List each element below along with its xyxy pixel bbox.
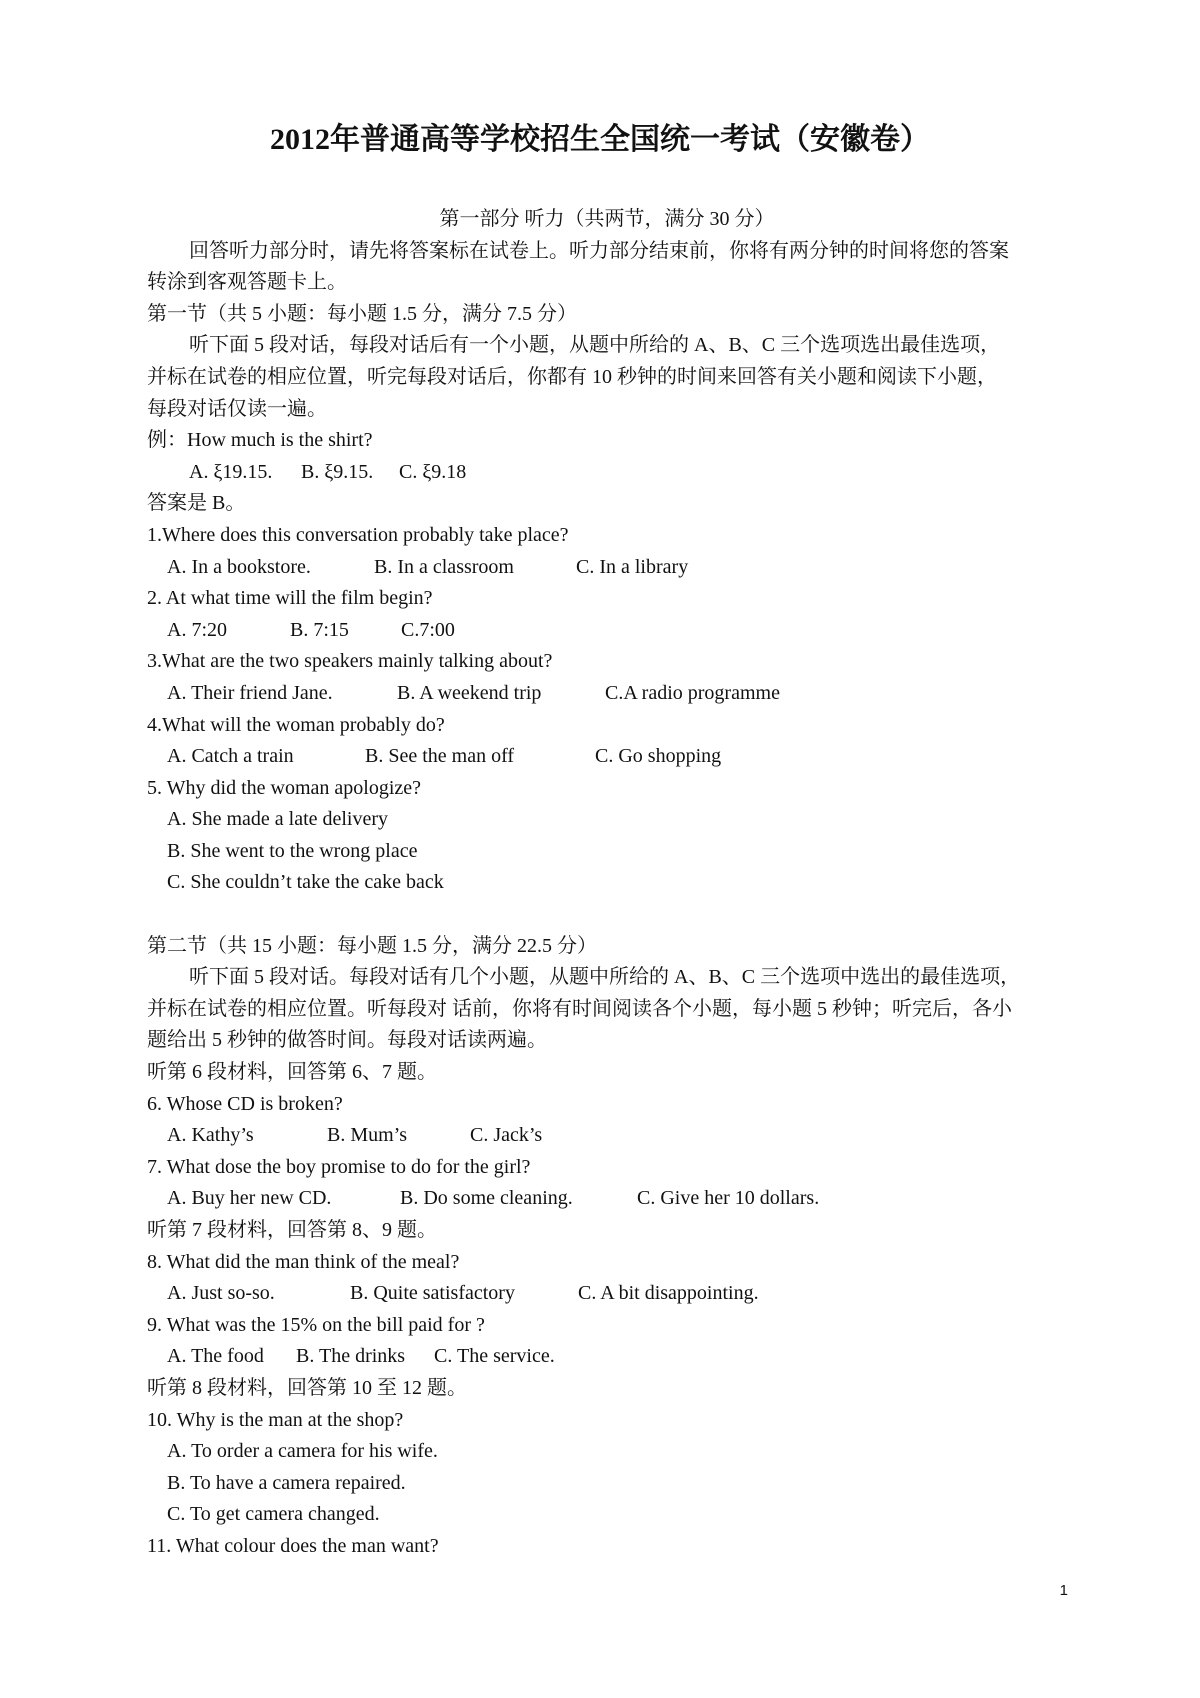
- q9-option-b: B. The drinks: [296, 1345, 406, 1368]
- q8-option-c: C. A bit disappointing.: [578, 1282, 759, 1305]
- question-8: 8. What did the man think of the meal?: [147, 1250, 460, 1273]
- question-10: 10. Why is the man at the shop?: [147, 1408, 404, 1431]
- question-8-options: [147, 1278, 1067, 1310]
- material-8-note: 听第 8 段材料，回答第 10 至 12 题。: [147, 1376, 467, 1399]
- q6-option-c: C. Jack’s: [470, 1124, 543, 1147]
- q10-option-b: B. To have a camera repaired.: [167, 1471, 406, 1494]
- material-6-note: 听第 6 段材料，回答第 6、7 题。: [147, 1061, 437, 1084]
- document-body: [147, 204, 1067, 1563]
- part1-heading: 第一部分 听力（共两节，满分 30 分）: [439, 208, 775, 230]
- q5-option-b: B. She went to the wrong place: [167, 839, 418, 862]
- q7-option-a: A. Buy her new CD.: [167, 1187, 332, 1210]
- q3-option-c: C.A radio programme: [605, 681, 780, 704]
- question-5: 5. Why did the woman apologize?: [147, 776, 422, 799]
- question-3: 3.What are the two speakers mainly talking about?: [147, 650, 553, 673]
- section2-heading: 第二节（共 15 小题：每小题 1.5 分，满分 22.5 分）: [147, 934, 597, 957]
- part1-intro-line1: 回答听力部分时，请先将答案标在试卷上。听力部分结束前，你将有两分钟的时间将您的答案: [189, 239, 1009, 262]
- section2-instr-line2: 并标在试卷的相应位置。听每段对 话前，你将有时间阅读各个小题，每小题 5 秒钟；听完后，各小: [147, 997, 1012, 1020]
- question-4-options: [147, 741, 1067, 773]
- q3-option-b: B. A weekend trip: [397, 681, 542, 704]
- question-6-options: [147, 1120, 1067, 1152]
- question-3-options: [147, 678, 1067, 710]
- page-number: 1: [1059, 1582, 1068, 1599]
- q1-option-a: A. In a bookstore.: [167, 555, 311, 578]
- example-answer: 答案是 B。: [147, 492, 246, 515]
- question-1: 1.Where does this conversation probably take place?: [147, 523, 569, 546]
- example-question: 例：How much is the shirt?: [147, 429, 373, 452]
- q6-option-b: B. Mum’s: [327, 1124, 408, 1147]
- q2-option-b: B. 7:15: [290, 618, 349, 641]
- section1-heading: 第一节（共 5 小题：每小题 1.5 分，满分 7.5 分）: [147, 302, 577, 325]
- q1-option-c: C. In a library: [576, 555, 689, 578]
- example-options: [147, 457, 1067, 489]
- question-11: 11. What colour does the man want?: [147, 1534, 439, 1557]
- q5-option-c: C. She couldn’t take the cake back: [167, 871, 444, 894]
- section2-instr-line1: 听下面 5 段对话。每段对话有几个小题，从题中所给的 A、B、C 三个选项中选出的最佳选项，: [189, 966, 1021, 989]
- q4-option-b: B. See the man off: [365, 745, 515, 768]
- q5-option-a: A. She made a late delivery: [167, 808, 389, 831]
- section1-instr-line1: 听下面 5 段对话，每段对话后有一个小题，从题中所给的 A、B、C 三个选项选出最佳选项，: [189, 334, 1001, 357]
- material-7-note: 听第 7 段材料，回答第 8、9 题。: [147, 1219, 437, 1241]
- q8-option-a: A. Just so-so.: [167, 1282, 275, 1305]
- question-7: 7. What dose the boy promise to do for the girl?: [147, 1155, 531, 1178]
- q4-option-a: A. Catch a train: [167, 745, 294, 768]
- q1-option-b: B. In a classroom: [374, 555, 514, 578]
- question-7-options: [147, 1183, 1067, 1215]
- q9-option-c: C. The service.: [434, 1345, 555, 1368]
- question-6: 6. Whose CD is broken?: [147, 1092, 343, 1115]
- q7-option-c: C. Give her 10 dollars.: [637, 1187, 820, 1210]
- question-4: 4.What will the woman probably do?: [147, 713, 445, 736]
- section1-instr-line3: 每段对话仅读一遍。: [147, 397, 327, 420]
- example-option-c: C. ξ9.18: [399, 460, 467, 483]
- document-title: 2012年普通高等学校招生全国统一考试（安徽卷）: [270, 123, 930, 156]
- question-9: 9. What was the 15% on the bill paid for ?: [147, 1313, 485, 1336]
- q7-option-b: B. Do some cleaning.: [400, 1187, 573, 1210]
- q3-option-a: A. Their friend Jane.: [167, 681, 333, 704]
- section2-instr-line3: 题给出 5 秒钟的做答时间。每段对话读两遍。: [147, 1029, 547, 1052]
- example-option-a: A. ξ19.15.: [189, 460, 273, 483]
- part1-intro-line2: 转涂到客观答题卡上。: [147, 271, 347, 294]
- question-2: 2. At what time will the film begin?: [147, 587, 433, 610]
- q2-option-c: C.7:00: [401, 618, 455, 641]
- q10-option-c: C. To get camera changed.: [167, 1503, 380, 1526]
- question-1-options: [147, 552, 1067, 584]
- q10-option-a: A. To order a camera for his wife.: [167, 1440, 438, 1463]
- q8-option-b: B. Quite satisfactory: [350, 1282, 515, 1305]
- section-spacer: [147, 899, 1067, 931]
- question-9-options: [147, 1341, 1067, 1373]
- section1-instr-line2: 并标在试卷的相应位置，听完每段对话后，你都有 10 秒钟的时间来回答有关小题和阅读下小题，: [147, 365, 997, 388]
- q9-option-a: A. The food: [167, 1345, 264, 1368]
- q4-option-c: C. Go shopping: [595, 745, 722, 768]
- example-option-b: B. ξ9.15.: [301, 460, 374, 483]
- q6-option-a: A. Kathy’s: [167, 1124, 254, 1147]
- q2-option-a: A. 7:20: [167, 618, 227, 641]
- question-2-options: [147, 615, 1067, 647]
